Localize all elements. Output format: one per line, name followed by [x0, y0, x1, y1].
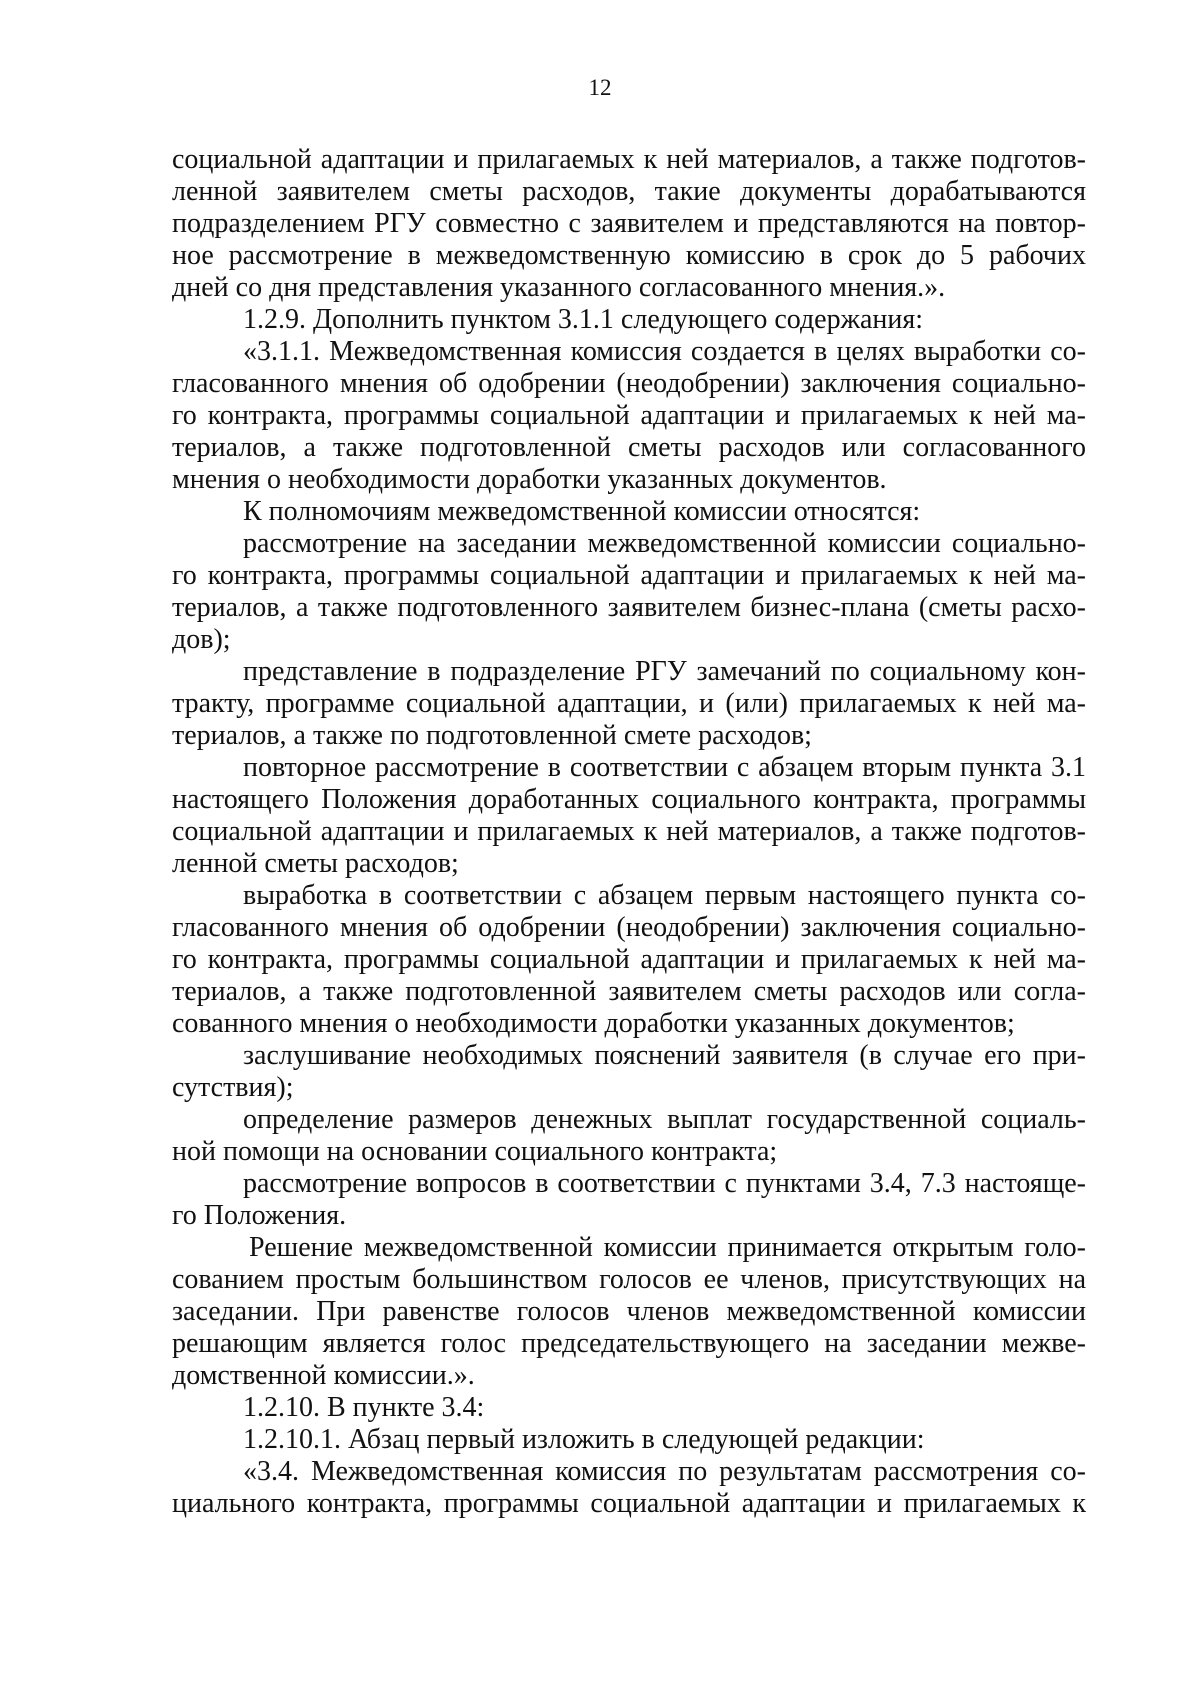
text-line: К полномочиям межведомственной комиссии относятся: — [243, 496, 921, 527]
text-line: определение размеров денежных выплат государственной социаль- — [243, 1104, 1086, 1135]
text-line: «3.1.1. Межведомственная комиссия создается в целях выработки со- — [243, 336, 1086, 367]
text-line: 1.2.9. Дополнить пунктом 3.1.1 следующего содержания: — [243, 304, 924, 335]
page-number: 12 — [588, 75, 612, 100]
text-line: го контракта, программы социальной адаптации и прилагаемых к ней ма- — [172, 944, 1086, 975]
text-line: 1.2.10.1. Абзац первый изложить в следующей редакции: — [243, 1424, 925, 1455]
text-line: представление в подразделение РГУ замечаний по социальному кон- — [243, 656, 1086, 687]
text-line: домственной комиссии.». — [172, 1360, 475, 1391]
text-line: го контракта, программы социальной адаптации и прилагаемых к ней ма- — [172, 560, 1086, 591]
text-line: териалов, а также подготовленной заявителем сметы расходов или согла- — [172, 976, 1086, 1007]
text-line: дов); — [172, 624, 231, 655]
text-line: ленной заявителем сметы расходов, такие документы дорабатываются — [172, 176, 1086, 207]
text-line: мнения о необходимости доработки указанных документов. — [172, 464, 887, 495]
text-line: настоящего Положения доработанных социального контракта, программы — [172, 784, 1086, 815]
text-line: решающим является голос председательствующего на заседании межве- — [172, 1328, 1086, 1359]
text-line: ной помощи на основании социального контракта; — [172, 1136, 778, 1167]
text-line: сованием простым большинством голосов ее членов, присутствующих на — [172, 1264, 1086, 1295]
text-line: гласованного мнения об одобрении (неодобрении) заключения социально- — [172, 912, 1086, 943]
text-line: дней со дня представления указанного согласованного мнения.». — [172, 272, 946, 303]
text-line: «3.4. Межведомственная комиссия по результатам рассмотрения со- — [243, 1456, 1086, 1487]
text-line: социальной адаптации и прилагаемых к ней материалов, а также подготов- — [172, 144, 1086, 175]
text-line: гласованного мнения об одобрении (неодобрении) заключения социально- — [172, 368, 1086, 399]
text-line: заслушивание необходимых пояснений заявителя (в случае его при- — [243, 1040, 1086, 1071]
text-line: сованного мнения о необходимости доработки указанных документов; — [172, 1008, 1015, 1039]
text-line: сутствия); — [172, 1072, 294, 1103]
text-line: Решение межведомственной комиссии принимается открытым голо- — [249, 1232, 1086, 1263]
text-line: 1.2.10. В пункте 3.4: — [243, 1392, 485, 1423]
text-line: выработка в соответствии с абзацем первым настоящего пункта со- — [243, 880, 1086, 911]
text-line: повторное рассмотрение в соответствии с абзацем вторым пункта 3.1 — [243, 752, 1086, 783]
text-line: го Положения. — [172, 1200, 347, 1231]
text-line: циального контракта, программы социальной адаптации и прилагаемых к — [172, 1488, 1086, 1519]
text-line: подразделением РГУ совместно с заявителем и представляются на повтор- — [172, 208, 1086, 239]
text-line: тракту, программе социальной адаптации, и (или) прилагаемых к ней ма- — [172, 688, 1086, 719]
text-line: социальной адаптации и прилагаемых к ней материалов, а также подготов- — [172, 816, 1086, 847]
text-line: териалов, а также подготовленного заявителем бизнес-плана (сметы расхо- — [172, 592, 1086, 623]
text-line: ленной сметы расходов; — [172, 848, 459, 879]
document-body — [172, 144, 1086, 1520]
text-line: го контракта, программы социальной адаптации и прилагаемых к ней ма- — [172, 400, 1086, 431]
text-line: рассмотрение на заседании межведомственной комиссии социально- — [243, 528, 1086, 559]
text-line: заседании. При равенстве голосов членов межведомственной комиссии — [172, 1296, 1086, 1327]
text-line: рассмотрение вопросов в соответствии с пунктами 3.4, 7.3 настояще- — [243, 1168, 1086, 1199]
text-line: териалов, а также подготовленной сметы расходов или согласованного — [172, 432, 1086, 463]
text-line: ное рассмотрение в межведомственную комиссию в срок до 5 рабочих — [172, 240, 1086, 271]
text-line: териалов, а также по подготовленной смете расходов; — [172, 720, 812, 751]
